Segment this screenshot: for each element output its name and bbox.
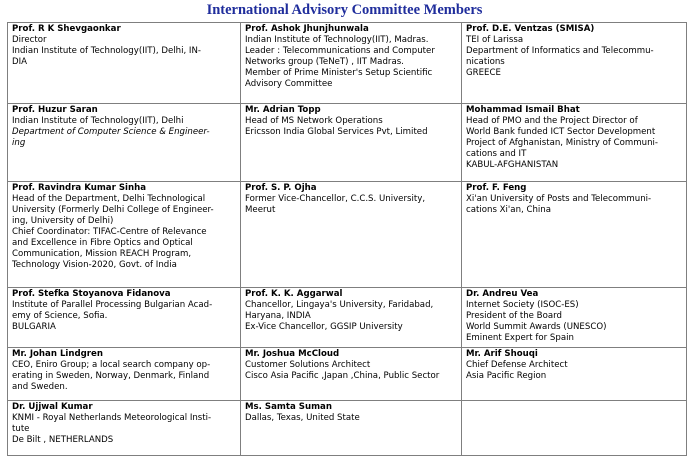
member-cell — [241, 23, 462, 104]
member-detail-line: Head of PMO and the Project Director of — [466, 116, 638, 126]
member-detail-line: De Bilt , NETHERLANDS — [12, 435, 114, 445]
member-detail-line: Indian Institute of Technology(IIT), Madras. — [245, 35, 429, 45]
member-name: Prof. R K Shevgaonkar — [12, 24, 121, 34]
table-row — [8, 182, 687, 288]
member-detail-line: and Sweden. — [12, 382, 68, 392]
member-name: Prof. Ashok Jhunjhunwala — [245, 24, 369, 34]
member-detail-line: Xi'an University of Posts and Telecommuni- — [466, 194, 652, 204]
member-detail-line: tute — [12, 424, 30, 434]
member-name: Mr. Johan Lindgren — [12, 349, 103, 359]
table-row — [8, 348, 687, 401]
member-detail-line: Ex-Vice Chancellor, GGSIP University — [245, 322, 403, 332]
member-name: Dr. Andreu Vea — [466, 289, 539, 299]
member-detail-line: Internet Society (ISOC-ES) — [466, 300, 579, 310]
member-detail-line: Director — [12, 35, 47, 45]
member-name: Mohammad Ismail Bhat — [466, 105, 580, 115]
member-name: Mr. Adrian Topp — [245, 105, 321, 115]
member-name: Prof. Ravindra Kumar Sinha — [12, 183, 147, 193]
member-detail-line: Communication, Mission REACH Program, — [12, 249, 192, 259]
member-detail-line: Department of Informatics and Telecommu- — [466, 46, 654, 56]
member-cell — [241, 401, 462, 456]
member-detail-line: Dallas, Texas, United State — [245, 413, 360, 423]
member-detail-line: Leader : Telecommunications and Computer — [245, 46, 435, 56]
member-name: Prof. K. K. Aggarwal — [245, 289, 343, 299]
table-row — [8, 104, 687, 182]
member-cell — [241, 348, 462, 401]
member-detail-line: Customer Solutions Architect — [245, 360, 371, 370]
member-detail-line: DIA — [12, 57, 28, 67]
member-detail-line: KABUL-AFGHANISTAN — [466, 160, 559, 170]
member-name: Dr. Ujjwal Kumar — [12, 402, 93, 412]
member-detail-line: President of the Board — [466, 311, 562, 321]
member-detail-line: Meerut — [245, 205, 276, 215]
member-detail-line: Ericsson India Global Services Pvt, Limited — [245, 127, 428, 137]
member-cell — [462, 401, 687, 456]
member-detail-line: Chancellor, Lingaya's University, Faridabad, — [245, 300, 434, 310]
member-detail-line: Institute of Parallel Processing Bulgarian Acad- — [12, 300, 213, 310]
member-cell — [462, 182, 687, 288]
member-detail-line: emy of Science, Sofia. — [12, 311, 108, 321]
member-cell — [8, 288, 241, 348]
member-detail-line: Head of MS Network Operations — [245, 116, 383, 126]
member-cell — [241, 104, 462, 182]
member-name: Prof. F. Feng — [466, 183, 527, 193]
member-detail-line: GREECE — [466, 68, 501, 78]
member-cell — [462, 104, 687, 182]
member-detail-line: Technology Vision-2020, Govt. of India — [12, 260, 177, 270]
member-cell — [8, 104, 241, 182]
member-detail-line: Eminent Expert for Spain — [466, 333, 574, 343]
member-name: Prof. D.E. Ventzas (SMISA) — [466, 24, 595, 34]
member-detail-line: erating in Sweden, Norway, Denmark, Finland — [12, 371, 210, 381]
member-detail-line: nications — [466, 57, 505, 67]
member-cell — [462, 23, 687, 104]
member-detail-line: Project of Afghanistan, Ministry of Communi- — [466, 138, 659, 148]
member-detail-line: Member of Prime Minister's Setup Scientific — [245, 68, 433, 78]
committee-table — [7, 22, 687, 456]
member-name: Prof. Huzur Saran — [12, 105, 98, 115]
member-detail-line: Asia Pacific Region — [466, 371, 547, 381]
member-name: Prof. Stefka Stoyanova Fidanova — [12, 289, 171, 299]
member-cell — [8, 23, 241, 104]
member-detail-line: University (Formerly Delhi College of Engineer- — [12, 205, 214, 215]
member-detail-line: Haryana, INDIA — [245, 311, 311, 321]
member-detail-line: Department of Computer Science & Engineer- — [12, 127, 210, 137]
member-detail-line: Indian Institute of Technology(IIT), Delhi — [12, 116, 184, 126]
member-detail-line: cations Xi'an, China — [466, 205, 552, 215]
member-name: Mr. Arif Shouqi — [466, 349, 538, 359]
member-cell — [8, 348, 241, 401]
member-detail-line: World Bank funded ICT Sector Development — [466, 127, 656, 137]
member-detail-line: Advisory Committee — [245, 79, 333, 89]
member-detail-line: BULGARIA — [12, 322, 56, 332]
member-name: Prof. S. P. Ojha — [245, 183, 317, 193]
member-detail-line: Indian Institute of Technology(IIT), Delhi, IN- — [12, 46, 201, 56]
page-title: International Advisory Committee Members — [206, 2, 483, 18]
member-name: Ms. Samta Suman — [245, 402, 332, 412]
member-detail-line: Chief Coordinator: TIFAC-Centre of Relevance — [12, 227, 207, 237]
member-detail-line: ing, University of Delhi) — [12, 216, 114, 226]
table-row — [8, 288, 687, 348]
member-detail-line: Networks group (TeNeT) , IIT Madras. — [245, 57, 404, 67]
member-cell — [8, 182, 241, 288]
member-name: Mr. Joshua McCloud — [245, 349, 340, 359]
member-cell — [462, 348, 687, 401]
member-cell — [241, 288, 462, 348]
member-detail-line: and Excellence in Fibre Optics and Optical — [12, 238, 193, 248]
member-cell — [462, 288, 687, 348]
member-detail-line: KNMI - Royal Netherlands Meteorological Insti- — [12, 413, 212, 423]
member-cell — [8, 401, 241, 456]
member-detail-line: Chief Defense Architect — [466, 360, 568, 370]
table-row — [8, 23, 687, 104]
member-detail-line: Head of the Department, Delhi Technological — [12, 194, 206, 204]
member-detail-line: Former Vice-Chancellor, C.C.S. University, — [245, 194, 426, 204]
member-detail-line: Cisco Asia Pacific ,Japan ,China, Public Sector — [245, 371, 440, 381]
member-detail-line: TEI of Larissa — [466, 35, 524, 45]
member-detail-line: cations and IT — [466, 149, 527, 159]
member-detail-line: World Summit Awards (UNESCO) — [466, 322, 607, 332]
member-detail-line: CEO, Eniro Group; a local search company op- — [12, 360, 211, 370]
member-cell — [241, 182, 462, 288]
table-row — [8, 401, 687, 456]
member-detail-line: ing — [12, 138, 26, 148]
